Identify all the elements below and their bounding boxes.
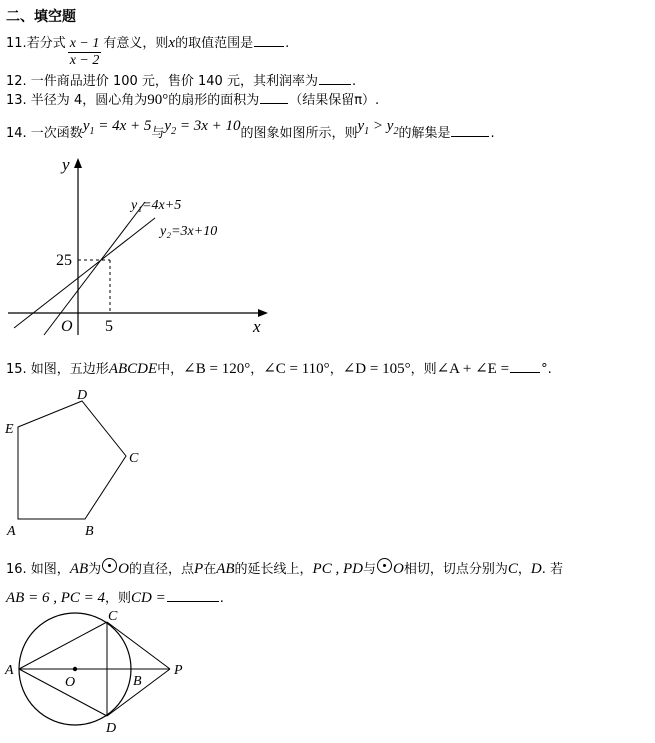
vertex-label-b: B: [85, 524, 94, 539]
q13-text-mid: 的扇形的面积为: [168, 93, 260, 108]
q11-fraction: [68, 37, 102, 68]
q15-pentagon-name: ABCDE: [108, 361, 158, 377]
line-label-y2: y₂=3x+10: [160, 224, 218, 239]
question-15: 15. 如图，五边形 ABCDE 中， ∠B = 120° ， ∠C = 110° ， ∠D = 105° ，则 ∠A + ∠E = °.: [6, 358, 552, 378]
q11-end: .: [285, 36, 290, 51]
origin-label: O: [61, 318, 73, 335]
q16-given: AB = 6 , PC = 4: [6, 590, 105, 606]
q16-point-p: P: [194, 561, 204, 577]
q14-end: .: [490, 126, 495, 141]
q16-circle-o: O: [118, 561, 129, 577]
q13-text-post: （结果保留π）.: [289, 93, 380, 108]
point-label-p: P: [174, 663, 183, 678]
q12-answer-blank[interactable]: [319, 72, 351, 85]
q13-answer-blank[interactable]: [260, 91, 288, 104]
q15-answer-blank[interactable]: [510, 360, 540, 373]
section-title: 二、填空题: [6, 9, 76, 25]
point-label-c: C: [108, 609, 118, 624]
q16-cd: CD =: [131, 590, 166, 606]
q11-variable: x: [168, 35, 176, 51]
q14-condition: $y_1 > y_2$: [357, 118, 399, 137]
q13-text-pre: 13. 半径为 4，圆心角为: [6, 93, 148, 108]
q14-with: 与: [151, 126, 165, 141]
q11-numerator: x − 1: [69, 36, 100, 51]
point-label-b: B: [133, 674, 142, 689]
q16-circle-figure: [0, 606, 200, 738]
q15-angle-b: ∠B = 120°: [183, 361, 251, 377]
q15-end: °.: [541, 362, 552, 377]
q12-end: .: [351, 74, 357, 89]
q16-ab: AB: [69, 561, 89, 577]
question-13: [6, 89, 379, 109]
question-16: 16. 如图， AB 为 O 的直径，点 P 在 AB 的延长线上， PC , PD 与 O 相切，切点分别为 C ， D . 若: [6, 558, 563, 578]
q15-angle-sum: ∠A + ∠E =: [436, 361, 510, 377]
pentagon-shape: [18, 401, 126, 519]
q15-text-mid: 中，: [157, 362, 184, 377]
q13-angle: 90°: [147, 92, 169, 108]
point-label-d: D: [106, 721, 117, 736]
q11-text-post: 的取值范围是: [175, 36, 254, 51]
segment-pc: [107, 622, 170, 669]
q14-answer-blank[interactable]: [451, 124, 489, 137]
q16-tangents: PC , PD: [312, 561, 363, 577]
q14-eq2: $y_2 = 3x + 10$: [164, 118, 241, 137]
q15-text-pre: 15. 如图，五边形: [6, 362, 109, 377]
q15-pentagon-figure: [0, 380, 160, 540]
question-11: [6, 32, 290, 68]
point-label-o: O: [65, 675, 76, 690]
x-axis-arrow-icon: [258, 309, 268, 317]
q11-number: 11.: [6, 36, 27, 51]
y-axis-label: y: [62, 155, 70, 174]
x-axis-label: x: [253, 317, 261, 336]
y-axis-arrow-icon: [74, 158, 82, 168]
q11-denominator: x − 2: [69, 53, 100, 68]
point-label-a: A: [5, 663, 14, 678]
question-12: [6, 70, 356, 90]
q16-answer-blank[interactable]: [167, 589, 219, 602]
q14-eq1: $y_1 = 4x + 5$: [82, 118, 152, 137]
q15-ask: ，则: [410, 362, 437, 377]
q14-text-mid: 的图象如图所示，则: [240, 126, 358, 141]
tick-label-25: 25: [56, 252, 72, 269]
q14-text-post: 的解集是: [398, 126, 451, 141]
q14-graph: [0, 150, 280, 340]
question-14: [6, 118, 495, 142]
vertex-label-d: D: [77, 388, 88, 403]
center-point: [73, 667, 77, 671]
q14-text-pre: 14. 一次函数: [6, 126, 83, 141]
q11-answer-blank[interactable]: [254, 34, 284, 47]
q12-text: 12. 一件商品进价 100 元，售价 140 元，其利润率为: [6, 74, 318, 89]
segment-ac: [19, 622, 107, 669]
vertex-label-a: A: [7, 524, 16, 539]
circle-dot-icon: [377, 558, 392, 573]
circle-dot-icon: [102, 558, 117, 573]
vertex-label-e: E: [5, 422, 14, 437]
vertex-label-c: C: [129, 451, 139, 466]
tick-label-5: 5: [105, 318, 113, 335]
q15-angle-c: ∠C = 110°: [263, 361, 330, 377]
q16-text-pre: 16. 如图，: [6, 562, 70, 577]
q16-point-c: C: [507, 561, 518, 577]
segment-ad: [19, 669, 107, 716]
q15-angle-d: ∠D = 105°: [342, 361, 411, 377]
line-y2: [14, 218, 155, 328]
q11-text-mid: 有意义，则: [103, 36, 169, 51]
q16-point-d: D: [530, 561, 542, 577]
q11-text-pre: 若分式: [26, 36, 66, 51]
line-label-y1: y₁=4x+5: [131, 198, 182, 213]
question-16-line-2: AB = 6 , PC = 4 ，则 CD = .: [6, 590, 224, 606]
